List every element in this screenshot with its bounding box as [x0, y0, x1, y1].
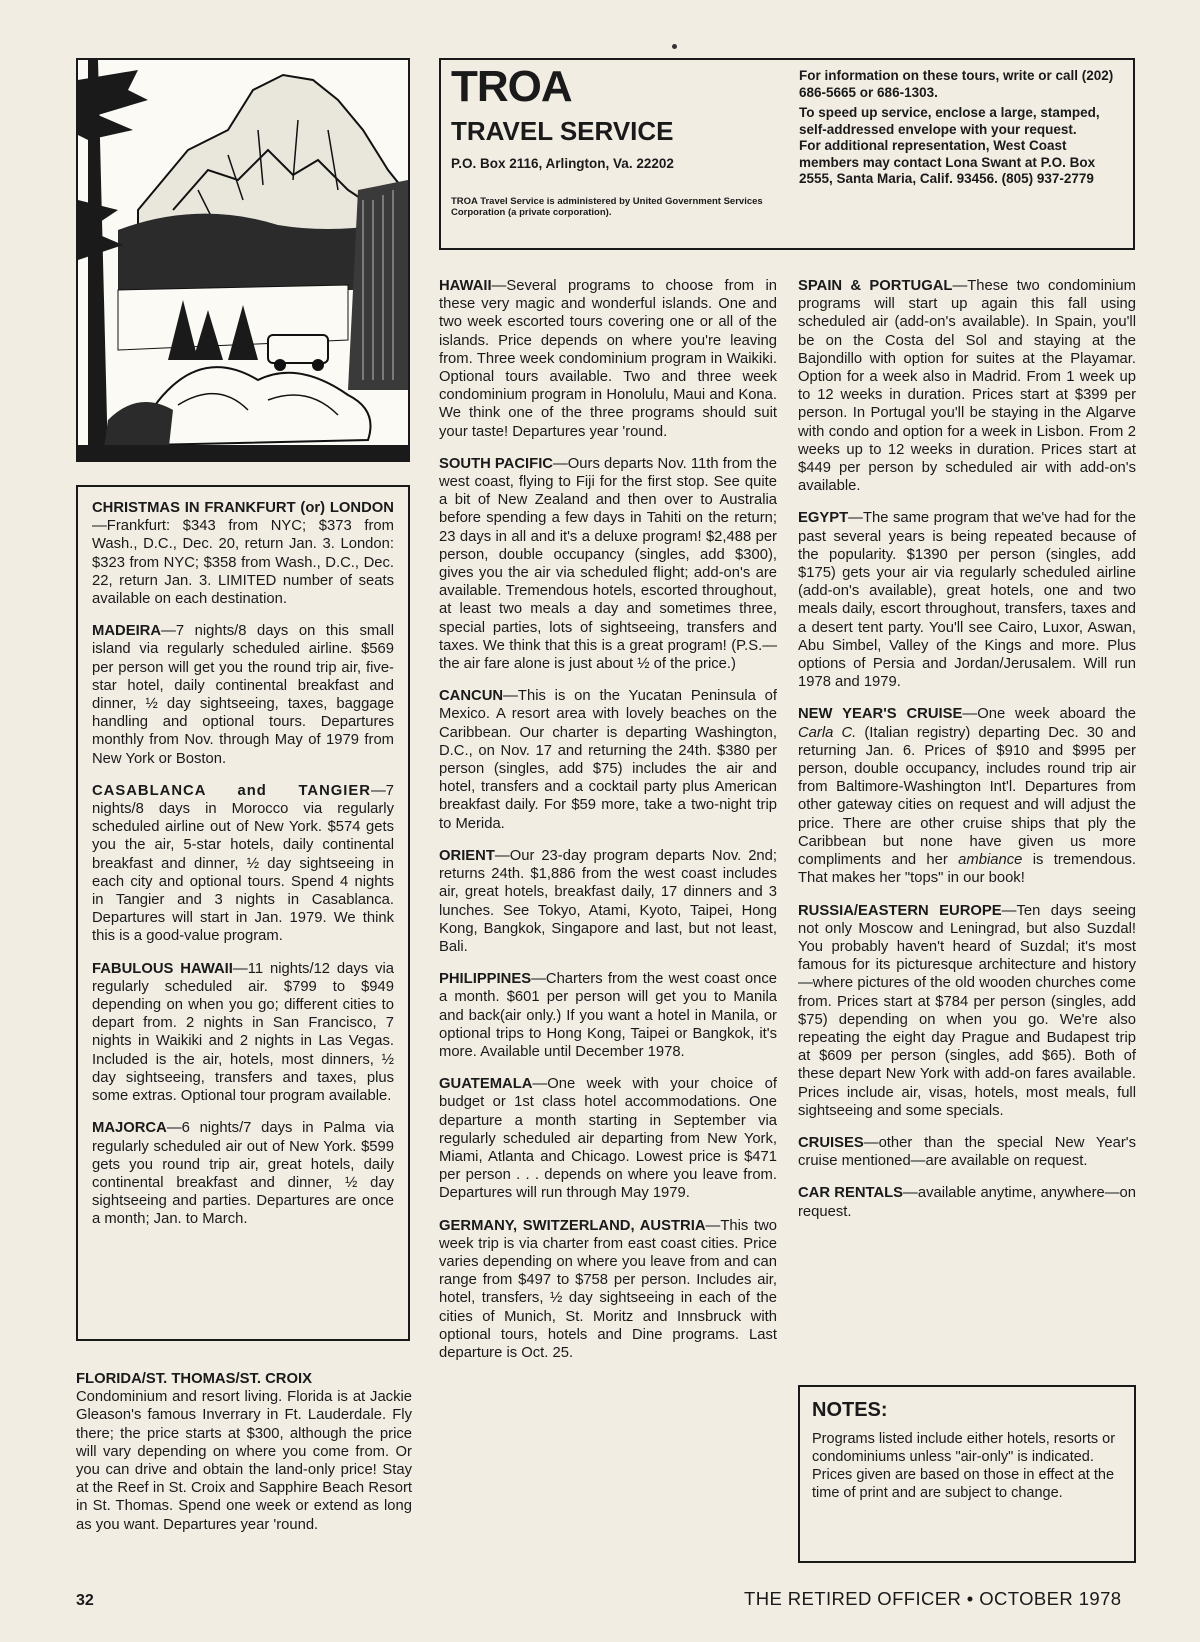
tour-heading: SPAIN & PORTUGAL [798, 278, 953, 294]
tour-text: —11 nights/12 days via regularly scheduled air. $799 to $949 depending on when you go; different cities to depart from. 2 nights in San Francisco, 7 nights in Waikiki and 2 nights in Las Vegas. Included is the air, hotels, most dinners, ½ day sightseeing, transfers and taxes, plus some extras. Optional tour program available. [92, 960, 395, 1105]
tour-entry [92, 1119, 394, 1228]
florida-section [76, 1370, 412, 1534]
mountain-illustration [76, 58, 410, 462]
right-column [798, 277, 1136, 1221]
tour-text: (Italian registry) departing Dec. 30 and returning Jan. 6. Prices of $910 and $995 per person, double occupancy, includes round trip air from Baltimore-Washington Int'l. Departures from other gateway cities on request and will adjust the price. There are other cruise ships that ply the Caribbean but none have given us more compliments and her [798, 724, 1136, 869]
page-title: TROA [451, 62, 572, 111]
tour-entry [798, 509, 1136, 691]
tour-text: —available anytime, anywhere—on request. [798, 1185, 1136, 1220]
tour-text: —This is on the Yucatan Peninsula of Mexico. A resort area with lovely beaches on the Caribbean. Our charter is departing Washington, D.C., on Nov. 17 and returning the 24th. $380 per person (singles, add $75) includes the air and hotel, transfers and a cocktail party plus American breakfast daily. For $59 more, take a two-night trip to Merida. [439, 688, 777, 832]
tour-text: —One week aboard the [962, 706, 1136, 723]
tour-entry [439, 847, 777, 956]
contact-info [799, 68, 1127, 192]
header-box [439, 58, 1135, 250]
tour-heading: HAWAII [439, 278, 492, 294]
magazine-footer: THE RETIRED OFFICER • OCTOBER 1978 [744, 1588, 1122, 1609]
mountain-landscape-image [78, 60, 408, 460]
tour-heading: GERMANY, SWITZERLAND, AUSTRIA [439, 1217, 706, 1234]
tour-heading: PHILIPPINES [439, 971, 532, 988]
tour-text: —The same program that we've had for the past several years is being repeated because of the popularity. $1390 per person (singles, add $175) gets your air via regularly scheduled airline (add-on's available), great hotels, one and two meals daily, escort throughout, transfers, taxes and a desert tent party. You'll see Cairo, Luxor, Aswan, Abu Simbel, Valley of the Kings and more. Plus options of Persia and Jordan/Jerusalem. Will run 1978 and 1979. [798, 510, 1136, 691]
tour-entry [439, 970, 777, 1061]
tour-entry [76, 1370, 412, 1534]
tour-text: —Charters from the west coast once a month. $601 per person will get you to Manila and back(air only.) If you want a hotel in Manila, or optional trips to Hong Kong, Taipei or Bangkok, it's more. Available until December 1978. [439, 971, 777, 1060]
tour-text: —One week with your choice of budget or 1st class hotel accommodations. One departure a month starting in September via regularly scheduled air departing from New York, Miami, Atlanta and Chicago. Lowest price is $471 per person . . . depends on where you leave from. Departures will run through May 1979. [439, 1076, 777, 1202]
tour-entry [439, 1217, 777, 1363]
tour-heading: RUSSIA/EASTERN EUROPE [798, 902, 1002, 919]
admin-note: TROA Travel Service is administered by United Government Services Corporation (a private corporation). [451, 196, 763, 218]
tour-text: —Frankfurt: $343 from NYC; $373 from Wash., D.C., Dec. 20, return Jan. 3. London: $323 from NYC; $358 from Wash., D.C., Dec. 22, return Jan. 3. LIMITED number of seats available on each destination. [92, 518, 394, 608]
tour-heading: FABULOUS HAWAII [92, 960, 233, 977]
tour-entry [439, 687, 777, 833]
middle-column [439, 277, 777, 1362]
tour-heading: GUATEMALA [439, 1076, 533, 1093]
emphasis-word: ambiance [958, 852, 1023, 869]
tour-text: is tremendous. That makes her "tops" in our book! [798, 852, 1136, 887]
tour-heading: FLORIDA/ST. THOMAS/ST. CROIX [76, 1371, 312, 1387]
contact-line: To speed up service, enclose a large, stamped, self-addressed envelope with your request. [799, 105, 1100, 137]
tour-text: —7 nights/8 days in Morocco via regularly scheduled airline out of New York. $574 gets you the air, 5-star hotels, daily continental breakfast and dinner, ½ day sightseeing in each city and optional tours. Spend 4 nights in Tangier and 3 nights in Casablanca. Departures will start in Jan. 1979. We think this is a good-value program. [92, 782, 394, 945]
notes-title: NOTES: [812, 1399, 888, 1421]
tour-heading: MAJORCA [92, 1120, 167, 1137]
tour-entry [92, 782, 394, 946]
page-number: 32 [76, 1592, 94, 1609]
ship-name: Carla C. [798, 724, 857, 741]
decorative-dot [672, 44, 677, 49]
tour-entry [798, 1184, 1136, 1220]
tour-entry [798, 902, 1136, 1120]
tour-heading: MADEIRA [92, 623, 162, 640]
tour-text: —Ours departs Nov. 11th from the west coast, flying to Fiji for the first stop. See quite a bit of New Zealand and then over to Australia before spending a few days in Tahiti on the return; 23 days in all and it's a deluxe program! $2,488 per person, double occupancy (singles, add $300), gives you the air via scheduled flight; add-on's are available. Tremendous hotels, escorted throughout, at least two meals a day and sometimes three, special parties, lots of sightseeing, transfers and taxes. We think that this is a great program! (P.S.—the air fare alone is just about ½ of the price.) [439, 455, 777, 673]
tour-entry [92, 499, 394, 608]
tour-text: —6 nights/7 days in Palma via regularly scheduled air out of New York. $599 gets you round trip air, great hotels, daily continental breakfast and dinner, ½ day sightseeing and parties. Departures are once a month; Jan. to March. [92, 1120, 394, 1228]
tour-entry [439, 455, 777, 673]
tour-heading: EGYPT [798, 510, 849, 527]
tour-heading: CHRISTMAS IN FRANKFURT (or) LONDON [92, 500, 394, 516]
contact-line: For additional representation, West Coast members may contact Lona Swant at P.O. Box 2555, Santa Maria, Calif. 93456. (805) 937-2779 [799, 138, 1096, 186]
tour-text: Condominium and resort living. Florida is at Jackie Gleason's famous Inverrary in Ft. Lauderdale. Fly there; the price starts at $300, although the price will vary depending on where you come from. Or you can drive and obtain the land-only price! Stay at the Reef in St. Croix and Sapphire Beach Resort in St. Thomas. Spend one week or extend as long as you want. Departures year 'round. [76, 1389, 412, 1533]
tour-text: —Ten days seeing not only Moscow and Leningrad, but also Suzdal! You probably haven't heard of Suzdal; it's most famous for its picturesque architecture and history—where pictures of the old wooden churches come from. Prices start at $784 per person (singles, add $75) depending on when you go. We're also repeating the eight day Prague and Budapest trip at $609 per person (singles, add $65). Both of these depart New York with add-on fares available. Prices include air, visas, hotels, most meals, full sightseeing and some specials. [798, 902, 1136, 1119]
notes-box [798, 1385, 1136, 1563]
tour-text: —Several programs to choose from in these very magic and wonderful islands. One and two week escorted tours covering one or all of the islands. Price depends on where you're leaving from. Three week condominium program in Waikiki. Optional tours available. Two and three week condominium program in Honolulu, Maui and Kona. We think one of the three programs should suit your taste! Departures year 'round. [439, 278, 777, 440]
tour-text: —other than the special New Year's cruise mentioned—are available on request. [798, 1134, 1136, 1170]
address: P.O. Box 2116, Arlington, Va. 22202 [451, 156, 674, 171]
notes-line: Prices given are based on those in effect at the time of print and are subject to change. [812, 1467, 1115, 1501]
tour-entry [798, 277, 1136, 495]
tour-entry [439, 1075, 777, 1202]
tour-heading: CRUISES [798, 1134, 864, 1151]
page-subtitle: TRAVEL SERVICE [451, 116, 674, 146]
notes-line: Programs listed include either hotels, resorts or condominiums unless "air-only" is indicated. [812, 1431, 1116, 1465]
tour-heading: ORIENT [439, 847, 495, 864]
tour-heading: NEW YEAR'S CRUISE [798, 706, 963, 723]
tour-text: —Our 23-day program departs Nov. 2nd; returns 24th. $1,886 from the west coast includes air, great hotels, breakfast daily, 17 dinners and 3 lunches. See Tokyo, Atami, Kyoto, Taipei, Hong Kong, Bangkok, Singapore and last, but not least, Bali. [439, 847, 777, 955]
tour-entry [798, 1134, 1136, 1170]
tour-text: —This two week trip is via charter from east coast cities. Price varies depending on where you leave from and can range from $497 to $758 per person. Includes air, hotel, transfers, ½ day sightseeing in each of the cities of Munich, St. Moritz and Innsbruck with optional tours, hotels and Dine programs. Last departure is Oct. 25. [439, 1217, 777, 1361]
tour-entry [92, 960, 394, 1106]
tour-heading: SOUTH PACIFIC [439, 455, 553, 472]
left-tour-box [76, 485, 410, 1341]
tour-entry [92, 622, 394, 768]
tour-text: —These two condominium programs will start up again this fall using scheduled air (add-on's available). In Spain, you'll be on the Costa del Sol and staying at the Bajondillo with option for suites at the Playamar. Option for a week also in Madrid. From 1 week up to 12 weeks in duration. Prices start at $399 per person. In Portugal you'll be staying in the Algarve with condo and option for a week in Lisbon. From 2 weeks up to 12 weeks in duration. Prices start at $449 per person by scheduled air with add-on's available. [798, 278, 1136, 495]
tour-heading: CANCUN [439, 688, 504, 705]
contact-line: For information on these tours, write or call (202) 686-5665 or 686-1303. [799, 68, 1114, 100]
tour-heading: CASABLANCA and TANGIER [92, 782, 371, 799]
tour-entry [798, 705, 1136, 887]
tour-entry [439, 277, 777, 441]
tour-heading: CAR RENTALS [798, 1185, 904, 1202]
tour-text: —7 nights/8 days on this small island via regularly scheduled airline. $569 per person will get you the round trip air, five-star hotel, daily continental breakfast and dinner, ½ day sightseeing, taxes, baggage handling and optional tours. Departures monthly from Nov. through May of 1979 from New York or Boston. [92, 623, 394, 767]
